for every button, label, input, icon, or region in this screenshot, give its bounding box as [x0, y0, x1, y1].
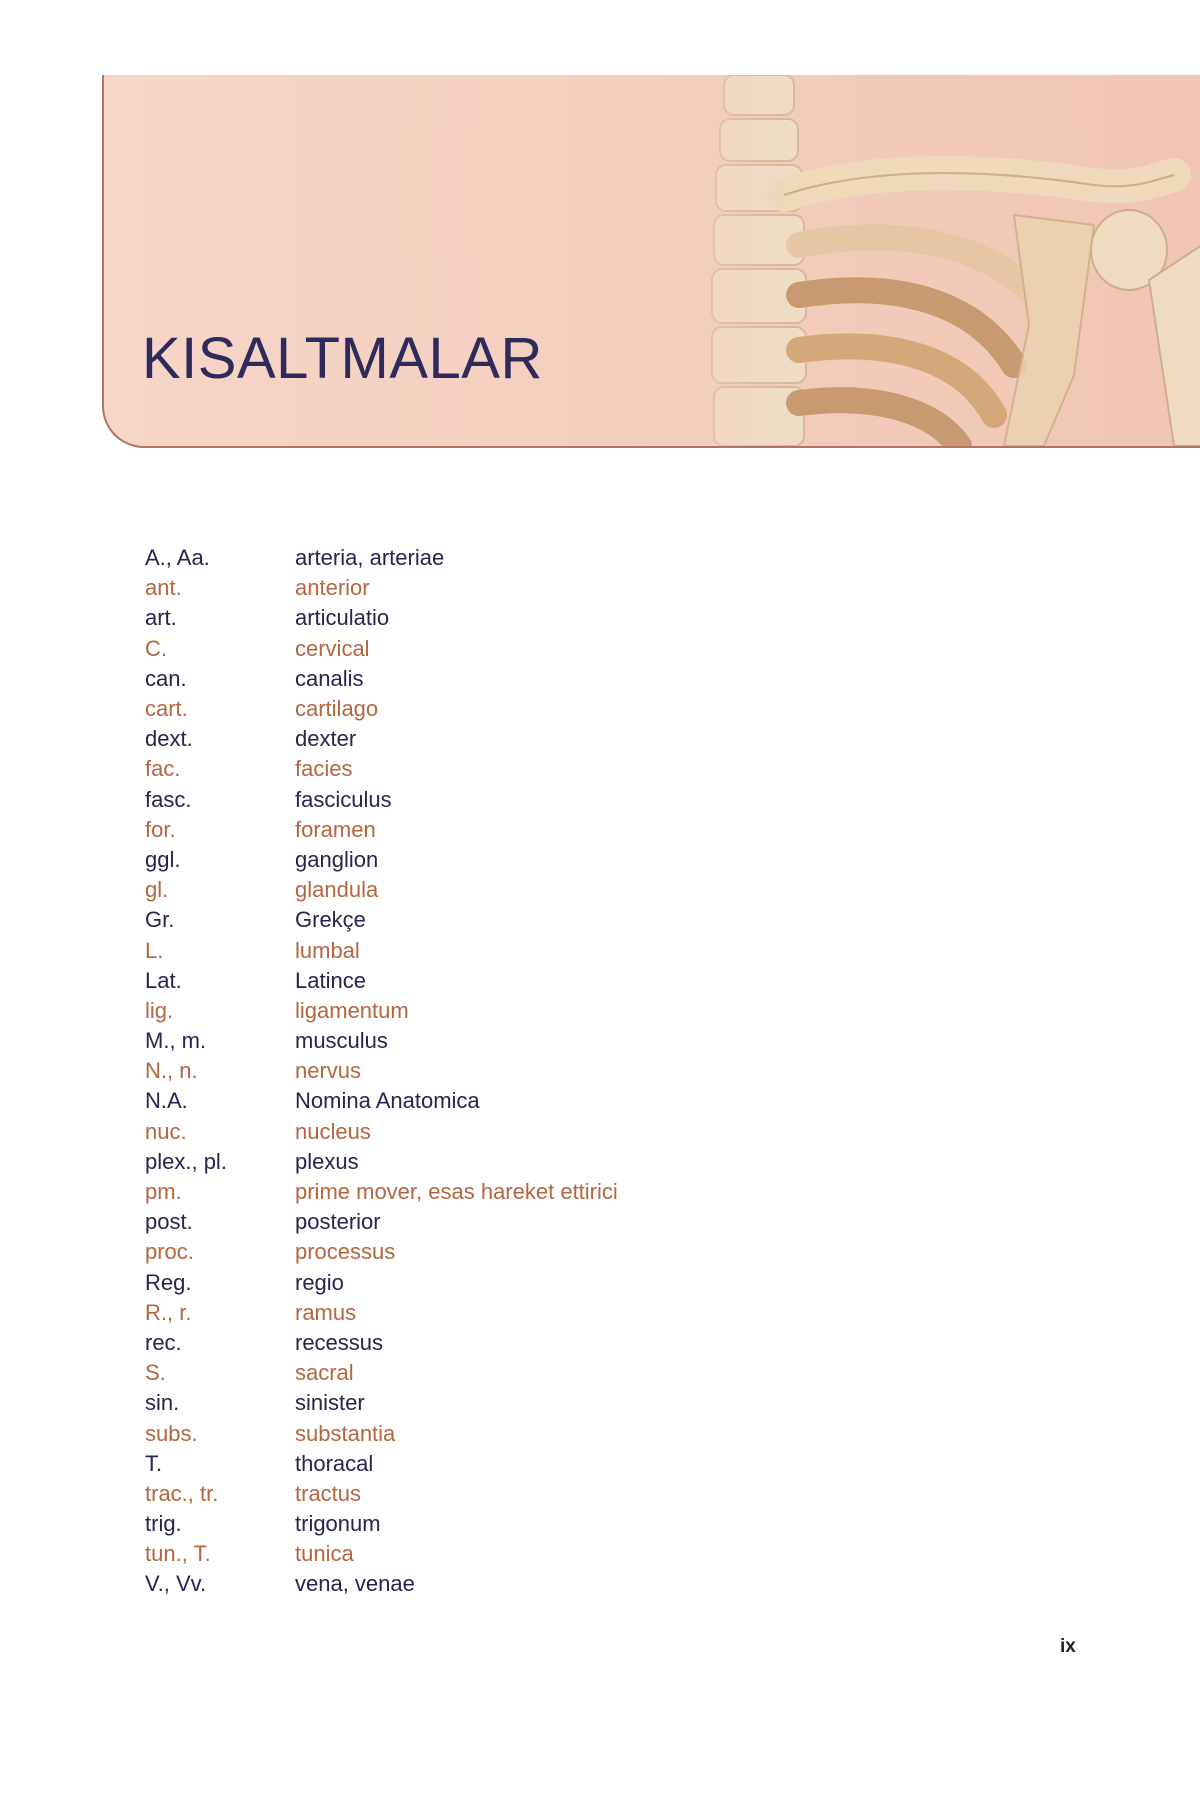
abbreviation-term: gl.	[145, 877, 169, 903]
abbreviation-row	[145, 1418, 618, 1448]
abbreviation-term: for.	[145, 816, 176, 842]
header-banner	[102, 75, 1200, 448]
abbreviation-row	[145, 1358, 618, 1388]
abbreviation-row	[145, 966, 618, 996]
abbreviation-term: pm.	[145, 1179, 182, 1205]
abbreviation-term: nuc.	[145, 1118, 187, 1144]
abbreviation-row	[145, 785, 618, 815]
abbreviation-term: fac.	[145, 756, 181, 782]
abbreviation-term: post.	[145, 1209, 193, 1235]
abbreviation-row	[145, 1449, 618, 1479]
abbreviation-meaning: prime mover, esas hareket ettirici	[295, 1179, 618, 1205]
abbreviation-term: C.	[145, 635, 167, 661]
abbreviation-row	[145, 875, 618, 905]
abbreviation-row	[145, 1509, 618, 1539]
abbreviation-meaning: ligamentum	[295, 997, 409, 1023]
abbreviation-term: art.	[145, 605, 177, 631]
abbreviation-term: dext.	[145, 726, 193, 752]
abbreviation-term: subs.	[145, 1420, 198, 1446]
abbreviation-row	[145, 1026, 618, 1056]
abbreviation-term: trac., tr.	[145, 1480, 219, 1506]
abbreviation-row	[145, 754, 618, 784]
abbreviation-meaning: lumbal	[295, 937, 360, 963]
abbreviation-row	[145, 905, 618, 935]
abbreviation-row	[145, 603, 618, 633]
abbreviation-meaning: musculus	[295, 1028, 388, 1054]
abbreviation-term: N.A.	[145, 1088, 188, 1114]
abbreviation-meaning: dexter	[295, 726, 357, 752]
abbreviation-meaning: recessus	[295, 1329, 384, 1355]
abbreviation-meaning: substantia	[295, 1420, 396, 1446]
abbreviation-row	[145, 1207, 618, 1237]
abbreviation-meaning: cartilago	[295, 696, 379, 722]
abbreviation-row	[145, 543, 618, 573]
abbreviation-meaning: cervical	[295, 635, 370, 661]
abbreviation-term: proc.	[145, 1239, 194, 1265]
abbreviation-row	[145, 1177, 618, 1207]
abbreviation-meaning: tunica	[295, 1541, 354, 1567]
abbreviation-row	[145, 1388, 618, 1418]
abbreviation-term: trig.	[145, 1511, 182, 1537]
abbreviation-term: lig.	[145, 997, 174, 1023]
abbreviation-term: fasc.	[145, 786, 192, 812]
abbreviation-row	[145, 845, 618, 875]
abbreviation-row	[145, 935, 618, 965]
abbreviation-term: can.	[145, 665, 187, 691]
abbreviation-row	[145, 664, 618, 694]
abbreviation-row	[145, 634, 618, 664]
abbreviation-term: tun., T.	[145, 1541, 211, 1567]
abbreviation-term: T.	[145, 1450, 163, 1476]
abbreviation-row	[145, 1479, 618, 1509]
abbreviation-meaning: foramen	[295, 816, 376, 842]
abbreviation-term: cart.	[145, 696, 188, 722]
abbreviation-row	[145, 724, 618, 754]
abbreviation-meaning: articulatio	[295, 605, 390, 631]
abbreviation-term: N., n.	[145, 1058, 198, 1084]
abbreviation-meaning: trigonum	[295, 1511, 381, 1537]
abbreviation-row	[145, 1147, 618, 1177]
abbreviation-meaning: glandula	[295, 877, 379, 903]
abbreviation-meaning: Latince	[295, 967, 366, 993]
abbreviation-meaning: vena, venae	[295, 1571, 415, 1597]
abbreviation-term: A., Aa.	[145, 545, 210, 571]
abbreviation-meaning: tractus	[295, 1480, 362, 1506]
abbreviation-meaning: Nomina Anatomica	[295, 1088, 480, 1114]
abbreviation-meaning: canalis	[295, 665, 364, 691]
abbreviation-row	[145, 1328, 618, 1358]
abbreviation-meaning: processus	[295, 1239, 396, 1265]
abbreviation-row	[145, 573, 618, 603]
abbreviation-term: sin.	[145, 1390, 180, 1416]
abbreviation-list	[145, 543, 618, 1600]
abbreviation-term: Gr.	[145, 907, 175, 933]
abbreviation-term: M., m.	[145, 1028, 207, 1054]
abbreviation-meaning: sacral	[295, 1360, 354, 1386]
abbreviation-meaning: thoracal	[295, 1450, 374, 1476]
abbreviation-row	[145, 1117, 618, 1147]
abbreviation-row	[145, 815, 618, 845]
abbreviation-row	[145, 1237, 618, 1267]
abbreviation-term: R., r.	[145, 1299, 192, 1325]
abbreviation-term: Lat.	[145, 967, 182, 993]
page-title: KISALTMALAR	[142, 326, 543, 391]
abbreviation-meaning: sinister	[295, 1390, 365, 1416]
abbreviation-row	[145, 1539, 618, 1569]
abbreviation-meaning: ganglion	[295, 846, 379, 872]
abbreviation-row	[145, 1268, 618, 1298]
page-number: ix	[1060, 1636, 1076, 1657]
abbreviation-meaning: regio	[295, 1269, 344, 1295]
abbreviation-meaning: ramus	[295, 1299, 357, 1325]
abbreviation-row	[145, 1569, 618, 1599]
abbreviation-meaning: nucleus	[295, 1118, 371, 1144]
abbreviation-term: L.	[145, 937, 164, 963]
abbreviation-row	[145, 996, 618, 1026]
abbreviation-term: plex., pl.	[145, 1148, 227, 1174]
abbreviation-term: V., Vv.	[145, 1571, 207, 1597]
abbreviation-meaning: posterior	[295, 1209, 381, 1235]
abbreviation-term: S.	[145, 1360, 166, 1386]
abbreviation-term: ggl.	[145, 846, 181, 872]
abbreviation-row	[145, 1056, 618, 1086]
abbreviation-meaning: nervus	[295, 1058, 362, 1084]
abbreviation-term: ant.	[145, 575, 182, 601]
abbreviation-row	[145, 694, 618, 724]
abbreviation-meaning: Grekçe	[295, 907, 366, 933]
anatomy-illustration	[574, 75, 1200, 446]
abbreviation-meaning: fasciculus	[295, 786, 392, 812]
abbreviation-meaning: plexus	[295, 1148, 359, 1174]
abbreviation-meaning: anterior	[295, 575, 370, 601]
abbreviation-term: Reg.	[145, 1269, 192, 1295]
abbreviation-term: rec.	[145, 1329, 182, 1355]
abbreviation-row	[145, 1086, 618, 1116]
abbreviation-row	[145, 1298, 618, 1328]
abbreviation-meaning: arteria, arteriae	[295, 545, 445, 571]
abbreviation-meaning: facies	[295, 756, 353, 782]
